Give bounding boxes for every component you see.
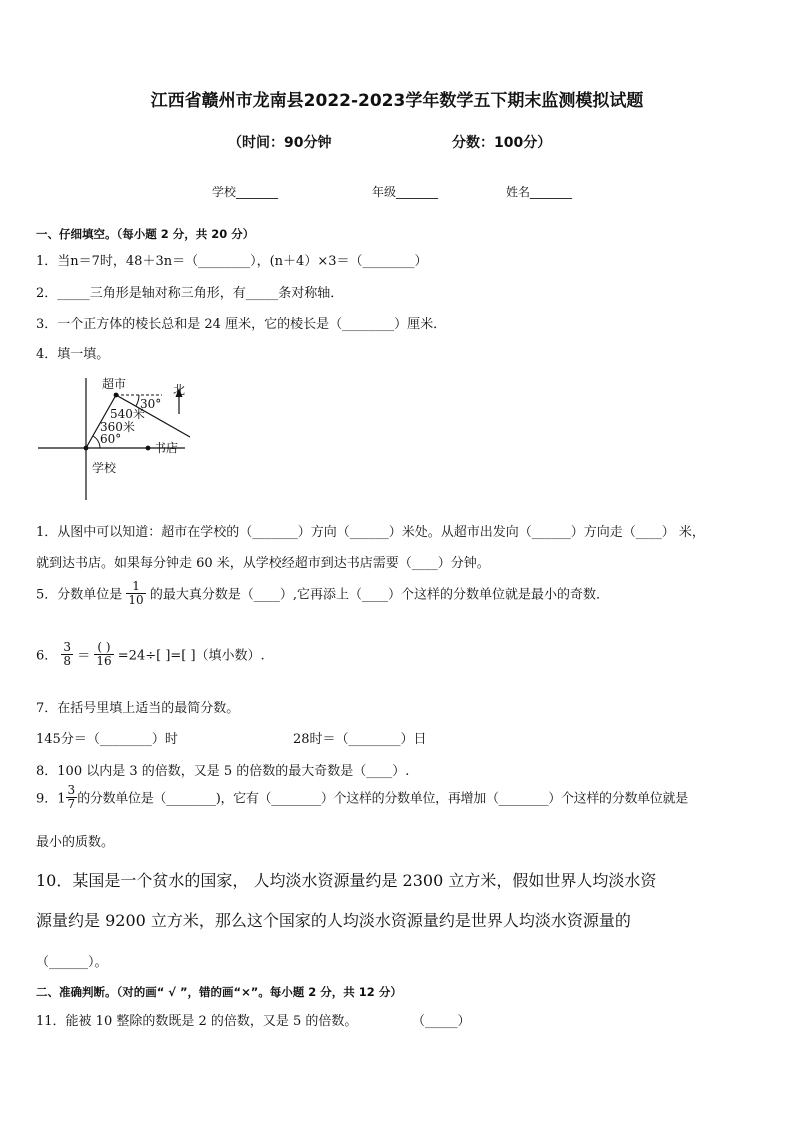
question-4-1-line1: 1．从图中可以知道：超市在学校的（_______）方向（______）米处。从超市出发向（______）方向走（____） 米， [36, 525, 705, 540]
grade-field[interactable]: 年级_______ [372, 185, 439, 199]
q6-fraction-2 [94, 641, 113, 667]
question-10-line1: 10．某国是一个贫水的国家， 人均淡水资源量约是 2300 立方米，假如世界人均淡水资 [36, 871, 657, 890]
question-8: 8．100 以内是 3 的倍数，又是 5 的倍数的最大奇数是（____）. [36, 764, 410, 779]
label-360: 360米 [100, 420, 135, 434]
label-supermarket: 超市 [102, 377, 127, 391]
angle30-arc [136, 395, 139, 406]
question-2: 2．_____三角形是轴对称三角形，有_____条对称轴． [36, 286, 344, 301]
q9-numerator: 3 [67, 783, 76, 797]
page-title: 江西省赣州市龙南县2022-2023学年数学五下期末监测模拟试题 [150, 91, 644, 111]
question-7b: 28时＝（________）日 [293, 732, 427, 747]
label-north: 北 [173, 383, 186, 397]
question-9-line2: 最小的质数。 [36, 835, 115, 850]
q5-numerator: 1 [126, 580, 145, 594]
q6-denominator-2: 16 [96, 653, 112, 668]
q5-denominator: 10 [128, 592, 144, 607]
q6-denominator-1: 8 [63, 653, 72, 668]
direction-diagram [30, 370, 230, 510]
exam-score: 分数：100分） [452, 135, 552, 151]
question-1: 1．当n＝7时，48＋3n＝（________），(n＋4）×3＝（________） [36, 254, 428, 269]
school-point [84, 446, 89, 451]
q6-suffix: =24÷[ ]=[ ]（填小数）. [117, 648, 265, 664]
question-3: 3．一个正方体的棱长总和是 24 厘米，它的棱长是（________）厘米． [36, 317, 447, 332]
q9-prefix: 9．1 [36, 791, 66, 807]
question-11: 11．能被 10 整除的数既是 2 的倍数，又是 5 的倍数。 [36, 1014, 358, 1029]
q6-numerator-1: 3 [63, 640, 72, 654]
question-10-line2: 源量约是 9200 立方米，那么这个国家的人均淡水资源量约是世界人均淡水资源量的 [36, 911, 631, 930]
label-540: 540米 [110, 407, 145, 421]
q6-equals: ＝ [77, 648, 91, 664]
name-field[interactable]: 姓名_______ [506, 185, 573, 199]
question-6 [36, 641, 265, 667]
angle60-arc [93, 436, 100, 448]
section-heading: 一、仔细填空。（每小题 2 分，共 20 分） [36, 227, 255, 241]
label-school: 学校 [92, 461, 117, 475]
bookstore-point [146, 446, 151, 451]
q9-fraction [66, 784, 78, 810]
question-7a: 145分＝（________）时 [36, 732, 178, 747]
label-angle30: 30° [140, 397, 162, 411]
q9-denominator: 7 [67, 796, 76, 811]
exam-time: （时间：90分钟 [228, 135, 332, 151]
label-angle60: 60° [100, 432, 122, 446]
label-bookstore: 书店 [154, 441, 179, 455]
q6-fraction-1 [61, 641, 73, 667]
question-4-1-line2: 就到达书店。如果每分钟走 60 米，从学校经超市到达书店需要（____）分钟。 [36, 556, 490, 571]
question-4: 4．填一填。 [36, 347, 110, 362]
q6-numerator-2: ( ) [94, 641, 113, 655]
q9-suffix: 的分数单位是（________)，它有（________）个这样的分数单位，再增加（________）个这样的分数单位就是 [77, 791, 688, 807]
question-11-blank[interactable]: （_____） [412, 1014, 471, 1029]
q5-suffix: 的最大真分数是（____）,它再添上（____）个这样的分数单位就是最小的奇数． [149, 587, 609, 603]
q6-prefix: 6． [36, 648, 58, 664]
question-10-line3: （______）。 [36, 955, 108, 970]
question-7: 7．在括号里填上适当的最简分数。 [36, 701, 240, 716]
question-5 [36, 580, 609, 606]
school-field[interactable]: 学校_______ [212, 185, 279, 199]
q5-fraction [126, 580, 145, 606]
section-heading-2: 二、准确判断。（对的画“ √ ”，错的画“×”。每小题 2 分，共 12 分） [36, 985, 402, 999]
q5-prefix: 5．分数单位是 [36, 587, 123, 603]
supermarket-point [114, 393, 119, 398]
question-9 [36, 784, 688, 810]
